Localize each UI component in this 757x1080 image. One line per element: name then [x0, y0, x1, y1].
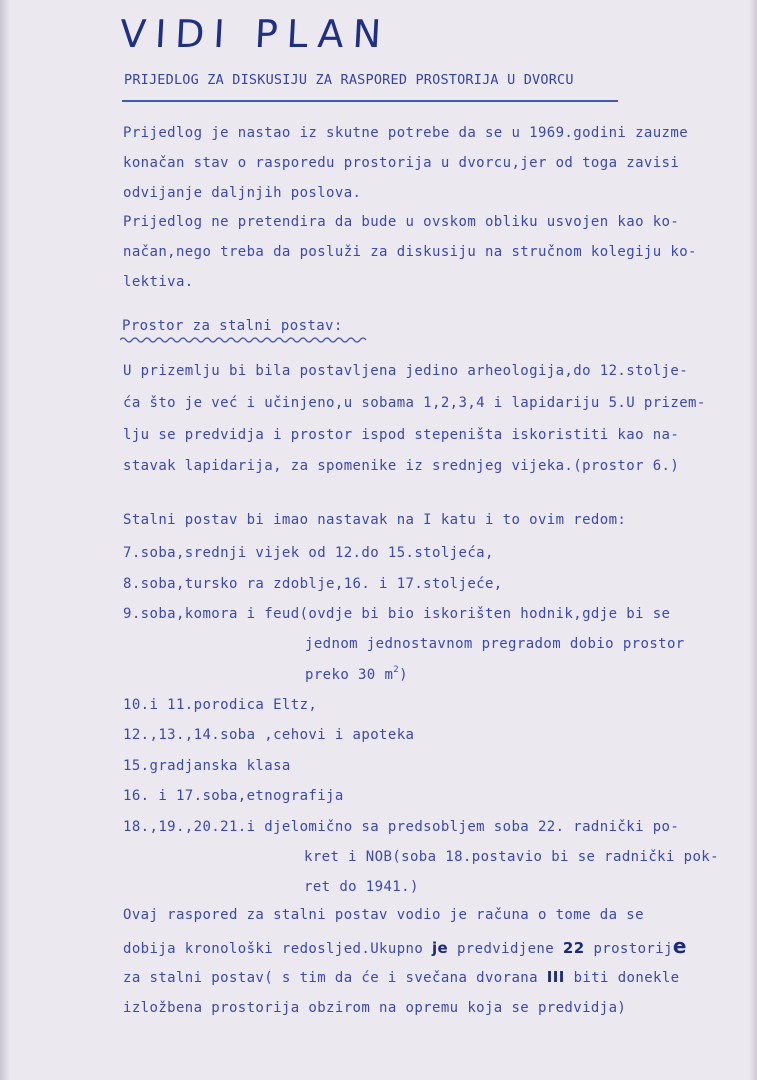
handwritten-note: VIDI PLAN [118, 12, 392, 56]
intro-line-2: konačan stav o rasporedu prostorija u dvorcu,jer od toga zavisi [123, 155, 680, 171]
closing-line-3 [123, 968, 680, 987]
ground-floor-line-4: stavak lapidarija, za spomenike iz srednjeg vijeka.(prostor 6.) [123, 458, 680, 474]
room-line-10-11: 10.i 11.porodica Eltz, [123, 697, 318, 713]
room-line-7: 7.soba,srednji vijek od 12.do 15.stoljeća, [123, 545, 494, 561]
title-underline [122, 100, 618, 102]
intro-line-6: lektiva. [123, 274, 194, 290]
closing-line-2-text-b: predvidjene [448, 941, 563, 957]
closing-line-2-text-c: prostorij [584, 941, 673, 957]
pen-correction-III: III [546, 968, 565, 986]
intro-line-1: Prijedlog je nastao iz skutne potrebe da se u 1969.godini zauzme [123, 125, 689, 141]
closing-line-1: Ovaj raspored za stalni postav vodio je računa o tome da se [123, 907, 644, 923]
closing-line-3-text-b: biti donekle [564, 970, 680, 986]
area-text: preko 30 m [305, 667, 394, 683]
document-title: PRIJEDLOG ZA DISKUSIJU ZA RASPORED PROSTORIJA U DVORCU [124, 72, 574, 88]
wavy-underline [120, 335, 368, 345]
section-heading: Prostor za stalni postav: [122, 318, 343, 334]
ground-floor-line-3: lju se predvidja i prostor ispod stepeništa iskoristiti kao na- [123, 427, 680, 443]
closing-line-2 [123, 934, 687, 958]
ground-floor-line-2: ća što je već i učinjeno,u sobama 1,2,3,4 i lapidariju 5.U prizem- [123, 395, 706, 411]
room-line-16-17: 16. i 17.soba,etnografija [123, 788, 344, 804]
room-line-9-cont-2 [305, 666, 408, 686]
room-line-8: 8.soba,tursko ra zdoblje,16. i 17.stoljeće, [123, 576, 503, 592]
room-line-12-14: 12.,13.,14.soba ,cehovi i apoteka [123, 727, 415, 743]
area-superscript: 2 [393, 665, 400, 675]
closing-paren: ) [399, 667, 408, 683]
closing-line-2-text-a: dobija kronološki redosljed.Ukupno [123, 941, 433, 957]
room-line-9: 9.soba,komora i feud(ovdje bi bio iskorišten hodnik,gdje bi se [123, 606, 671, 622]
room-line-9-cont-1: jednom jednostavnom pregradom dobio prostor [305, 636, 685, 652]
pen-correction-je: je [432, 939, 449, 957]
pen-correction-22: 22 [562, 939, 585, 957]
intro-line-4: Prijedlog ne pretendira da bude u ovskom obliku usvojen kao ko- [123, 214, 680, 230]
closing-line-4: izložbena prostorija obzirom na opremu koja se predvidja) [123, 1000, 627, 1016]
room-line-18-22-cont-1: kret i NOB(soba 18.postavio bi se radnički pok- [304, 849, 719, 865]
intro-line-3: odvijanje daljnjih poslova. [123, 185, 362, 201]
pen-correction-e: e [672, 934, 687, 958]
room-line-15: 15.gradjanska klasa [123, 758, 291, 774]
first-floor-intro: Stalni postav bi imao nastavak na I katu i to ovim redom: [123, 512, 627, 528]
ground-floor-line-1: U prizemlju bi bila postavljena jedino arheologija,do 12.stolje- [123, 363, 689, 379]
intro-line-5: načan,nego treba da posluži za diskusiju na stručnom kolegiju ko- [123, 244, 697, 260]
room-line-18-22: 18.,19.,20.21.i djelomično sa predsobljem soba 22. radnički po- [123, 819, 680, 835]
closing-line-3-text-a: za stalni postav( s tim da će i svečana dvorana [123, 970, 547, 986]
room-line-18-22-cont-2: ret do 1941.) [304, 879, 419, 895]
